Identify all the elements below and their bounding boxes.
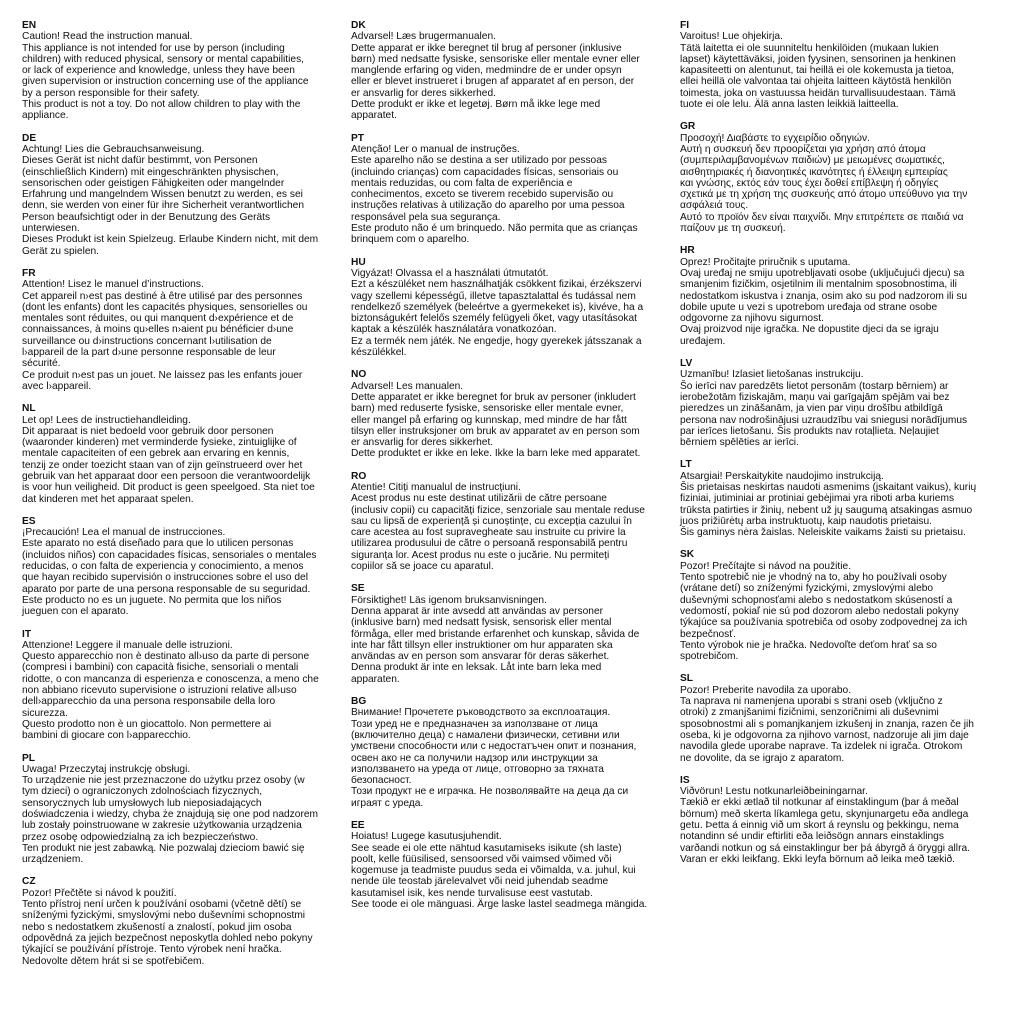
warning-text-line: Atentie! Citiți manualul de instrucțiuni. bbox=[351, 481, 521, 493]
warning-text-line: освен ако не са получили надзор или инструкции за bbox=[351, 752, 598, 764]
warning-text-line: σχετικά με τη χρήση της συσκευής από άτομο υπεύθυνο για την bbox=[680, 189, 968, 201]
warning-text-line: Varan er ekki leikfang. Ekki leyfa börnum að leika með tækið. bbox=[680, 853, 956, 865]
warning-text-line: Dette apparat er ikke beregnet til brug af personer (inklusive bbox=[351, 42, 622, 54]
warning-text-line: Ten produkt nie jest zabawką. Nie pozwalaj dzieciom bawić się bbox=[22, 842, 305, 854]
warning-text-line: Achtung! Lies die Gebrauchsanweisung. bbox=[22, 143, 205, 155]
warning-text-line: nebo s nedostatkem zkušeností a znalostí, pokud jim osoba bbox=[22, 921, 292, 933]
warning-text-line: Αυτό το προϊόν δεν είναι παιχνίδι. Μην επιτρέπετε σε παιδιά να bbox=[680, 211, 964, 223]
warning-text-line: getu. Þetta á einnig við um skort á reynslu og þekkingu, nema bbox=[680, 820, 959, 831]
warning-section-no bbox=[351, 369, 676, 459]
warning-text-line: kasutamisel isik, kes nende turvalisuse eest vastutab. bbox=[351, 887, 593, 899]
warning-text-line: Šis prietaisas neskirtas naudoti asmenims (įskaitant vaikus), kurių bbox=[680, 481, 977, 493]
warning-text-line: kaptak a készülék használatára vonatkozóan. bbox=[351, 324, 557, 336]
language-code: IT bbox=[22, 628, 32, 640]
warning-text-line: tenzij ze onder toezicht staan van of zijn geïnstrueerd over het bbox=[22, 459, 303, 471]
warning-text-line: fiziniai, jutiminiai ar protiniai gebėjimai yra riboti arba kuriems bbox=[680, 493, 955, 505]
warning-text-line: безопасност. bbox=[351, 775, 412, 787]
warning-text-line: mentales sont réduites, ou qui manquent d›expérience et de bbox=[22, 313, 294, 325]
warning-text-line: (incluindo crianças) com capacidades físicas, sensoriais ou bbox=[351, 166, 619, 178]
warning-text-line: copiilor să se joace cu aparatul. bbox=[351, 561, 494, 573]
warning-text-line: ασφάλειά τους. bbox=[680, 200, 749, 212]
warning-text-line: odgovorne za njihovu sigurnost. bbox=[680, 313, 824, 325]
warning-section-lv bbox=[680, 358, 1010, 448]
language-code: DE bbox=[22, 132, 37, 144]
warning-text-line: Pozor! Přečtěte si návod k použití. bbox=[22, 887, 177, 899]
warning-text-line: care acestea au fost supravegheate sau instruite cu privire la bbox=[351, 527, 626, 539]
warning-text-line: Ovaj uređaj ne smiju upotrebljavati osobe (uključujući djecu) sa bbox=[680, 267, 965, 279]
warning-text-line: tuote ei ole lelu. Älä anna lasten leikkiä laitteella. bbox=[680, 99, 899, 111]
warning-text-line: Dieses Produkt ist kein Spielzeug. Erlaube Kindern nicht, mit dem bbox=[22, 234, 319, 246]
warning-text-line: týkajúce sa používania spotrebiča od osoby zodpovednej za ich bbox=[680, 617, 968, 629]
warning-text-line: Vigyázat! Olvassa el a használati útmutatót. bbox=[351, 267, 549, 279]
language-code: HR bbox=[680, 245, 695, 257]
warning-text-line: rendelkező személyek (beleértve a gyermekeket is), kivéve, ha a bbox=[351, 301, 644, 313]
warning-text-line: nende üle teostab järelevalvet või neid juhendab seadme bbox=[351, 876, 609, 888]
warning-section-es bbox=[22, 516, 344, 618]
warning-text-line: Tento přístroj není určen k používání osobami (včetně dětí) se bbox=[22, 899, 302, 911]
warning-text-line: aparato por parte de una persona responsable de su seguridad. bbox=[22, 583, 311, 595]
warning-section-fi bbox=[680, 20, 1010, 110]
warning-text-line: otroki) z zmanjšanimi fizičnimi, senzoričnimi ali duševnimi bbox=[680, 707, 939, 719]
warning-text-line: Ez a termék nem játék. Ne engedje, hogy gyerekek játsszanak a bbox=[351, 335, 642, 347]
warning-section-pl bbox=[22, 753, 344, 866]
column-2 bbox=[351, 20, 676, 921]
language-code: CZ bbox=[22, 876, 36, 888]
warning-text-line: използването на уреда от лице, отговорно за тяхната bbox=[351, 763, 604, 775]
warning-text-line: er ansvarlig for deres sikkerhet. bbox=[351, 437, 494, 449]
warning-text-line: kapasiteetti on alentunut, tai heillä ei ole kokemusta ja tietoa, bbox=[680, 65, 955, 77]
warning-text-line: Šis gaminys nėra žaislas. Neleiskite vaikams žaisti su prietaisu. bbox=[680, 527, 966, 539]
warning-text-line: conhecimentos, exceto se tiverem recebido supervisão ou bbox=[351, 189, 614, 201]
warning-section-cz bbox=[22, 876, 344, 966]
warning-text-line: användas av en person som ansvarar för deras säkerhet. bbox=[351, 651, 610, 663]
warning-text-line: sau cu lipsă de experiență și cunoștințe, cu excepția cazului în bbox=[351, 515, 632, 527]
warning-text-line: Este produto não é um brinquedo. Não permita que as crianças bbox=[351, 223, 638, 235]
warning-text-line: mentale capaciteiten of een gebrek aan ervaring en kennis, bbox=[22, 448, 290, 460]
warning-text-line: eller mangel på erfaring og kunnskap, med mindre de har fått bbox=[351, 414, 627, 426]
warning-text-line: vagy szellemi képességű, illetve tapasztalattal és tudással nem bbox=[351, 290, 636, 302]
warning-text-line: persona nav nodrošinājusi uzraudzību vai sniegusi norādījumus bbox=[680, 414, 968, 426]
warning-text-line: (включително деца) с намалени физически, сетивни или bbox=[351, 729, 620, 741]
warning-text-line: jueguen con el aparato. bbox=[22, 606, 129, 618]
language-code: FI bbox=[680, 20, 690, 31]
warning-text-line: играят с уреда. bbox=[351, 797, 424, 809]
warning-text-line: navodila glede uporabe naprave. Ta izdelek ni igrača. Otrokom bbox=[680, 741, 963, 753]
language-code: ES bbox=[22, 515, 36, 527]
warning-text-line: Προσοχή! Διαβάστε το εγχειρίδιο οδηγιών. bbox=[680, 132, 870, 144]
warning-text-line: Dette apparatet er ikke beregnet for bruk av personer (inkludert bbox=[351, 391, 636, 403]
warning-text-line: by a person responsible for their safety. bbox=[22, 87, 200, 99]
warning-text-line: Hoiatus! Lugege kasutusjuhendit. bbox=[351, 831, 502, 843]
warning-text-line: varðandi notkun og sá einstaklingur ber þá ábyrgð á öryggi allra. bbox=[680, 842, 970, 854]
warning-text-line: börnum) með skerta líkamlega getu, skynjunargetu eða andlega bbox=[680, 808, 969, 820]
warning-text-line: or lack of experience and knowledge, unless they have been bbox=[22, 65, 295, 77]
warning-text-line: förmåga, eller med bristande erfarenhet och kunskap, såvida de bbox=[351, 628, 640, 640]
warning-text-line: sensorischen oder geistigen Fähigkeiten oder mangelnder bbox=[22, 177, 285, 189]
warning-text-line: l›appareil de la part d›une personne responsable de leur bbox=[22, 347, 276, 359]
warning-section-hu bbox=[351, 257, 676, 359]
warning-text-line: toimesta, joka on vastuussa heidän turvallisuudestaan. Tämä bbox=[680, 87, 956, 99]
warning-text-line: smanjenim fizičkim, osjetilnim ili mentalnim sposobnostima, ili bbox=[680, 279, 957, 291]
warning-text-line: is voor hun veiligheid. Dit product is geen speelgoed. Sta niet toe bbox=[22, 482, 315, 494]
warning-text-line: biztonságukért felelős személy felügyeli őket, vagy utasításokat bbox=[351, 313, 637, 325]
warning-text-line: reducidas, o con falta de experiencia y conocimiento, a menos bbox=[22, 561, 304, 573]
warning-section-hr bbox=[680, 245, 1010, 347]
warning-section-sk bbox=[680, 549, 1010, 662]
warning-text-line: Šo ierīci nav paredzēts lietot personām (tostarp bērniem) ar bbox=[680, 380, 949, 392]
warning-text-line: Försiktighet! Läs igenom bruksanvisningen. bbox=[351, 594, 547, 606]
warning-text-line: Viðvörun! Lestu notkunarleiðbeiningarnar. bbox=[680, 786, 868, 798]
warning-text-line: Este aparelho não se destina a ser utilizado por pessoas bbox=[351, 155, 607, 167]
warning-text-line: ellei heillä ole valvontaa tai ohjeita laitteen käytöstä henkilön bbox=[680, 76, 952, 88]
warning-text-line: αισθητηριακές ή διανοητικές ικανότητες ή έλλειψη εμπειρίας bbox=[680, 166, 948, 178]
warning-text-line: appliance. bbox=[22, 110, 69, 122]
warning-text-line: bērniem spēlēties ar ierīci. bbox=[680, 437, 799, 449]
warning-text-line: Este producto no es un juguete. No permita que los niños bbox=[22, 594, 282, 606]
warning-text-line: inte har fått tillsyn eller instruktioner om hur apparaten ska bbox=[351, 639, 613, 651]
warning-text-line: bambini di giocare con l›apparecchio. bbox=[22, 730, 191, 742]
language-code: PT bbox=[351, 132, 365, 144]
warning-text-line: lub zostały poinstruowane w zakresie użytkowania urządzenia bbox=[22, 820, 302, 832]
warning-text-line: apparaten. bbox=[351, 673, 400, 685]
warning-text-line: See seade ei ole ette nähtud kasutamiseks isikute (sh laste) bbox=[351, 842, 622, 854]
warning-text-line: juos prižiūrėtų arba instruktuotų, kaip naudotis prietaisu. bbox=[680, 515, 932, 527]
warning-text-line: brinquem com o aparelho. bbox=[351, 234, 470, 246]
warning-text-line: (vrátane detí) so zníženými fyzickými, zmyslovými alebo bbox=[680, 583, 934, 595]
language-code: SL bbox=[680, 673, 694, 685]
warning-text-line: Ezt a készüléket nem használhatják csökkent fizikai, érzékszervi bbox=[351, 279, 642, 291]
warning-section-ro bbox=[351, 471, 676, 573]
warning-text-line: ¡Precaución! Lea el manual de instrucciones. bbox=[22, 527, 226, 539]
warning-text-line: oseba, ki je odgovorna za njihovo varnost, nadzoruje ali jim daje bbox=[680, 729, 969, 741]
warning-section-ee bbox=[351, 820, 676, 910]
warning-text-line: (einschließlich Kindern) mit eingeschränkten physischen, bbox=[22, 166, 279, 178]
warning-text-line: Erfahrung und mangelndem Wissen benutzt zu werden, es sei bbox=[22, 189, 303, 201]
warning-text-line: Uwaga! Przeczytaj instrukcję obsługi. bbox=[22, 763, 191, 775]
warning-text-line: To urządzenie nie jest przeznaczone do użytku przez osoby (w bbox=[22, 775, 305, 787]
warning-text-line: Advarsel! Læs brugermanualen. bbox=[351, 31, 496, 43]
warning-text-line: er ansvarlig for deres sikkerhed. bbox=[351, 87, 496, 99]
warning-text-line: (inklusive barn) med nedsatt fysisk, sensorisk eller mental bbox=[351, 617, 612, 629]
warning-text-line: Denna produkt är inte en leksak. Låt inte barn leka med bbox=[351, 662, 602, 674]
warning-text-line: lapset) käytettäväksi, joiden fyysinen, sensorinen ja henkinen bbox=[680, 53, 956, 65]
warning-section-de bbox=[22, 133, 344, 257]
warning-text-line: Gerät zu spielen. bbox=[22, 245, 100, 257]
warning-text-line: Questo apparecchio non è destinato all›uso da parte di persone bbox=[22, 651, 310, 663]
warning-text-line: Acest produs nu este destinat utilizării de către persoane bbox=[351, 493, 607, 505]
warning-text-line: urządzeniem. bbox=[22, 854, 84, 866]
warning-text-line: par ierīces lietošanu. Šis produkts nav rotaļlieta. Neļaujiet bbox=[680, 425, 939, 437]
warning-section-en bbox=[22, 20, 344, 122]
warning-text-line: Denna apparat är inte avsedd att användas av personer bbox=[351, 605, 604, 617]
column-1 bbox=[22, 20, 344, 978]
warning-text-line: notandinn sé undir eftirliti eða leiðsögn annars einstaklings bbox=[680, 831, 944, 843]
warning-text-line: készülékkel. bbox=[351, 347, 407, 359]
warning-text-line: Dette produkt er ikke et legetøj. Børn må ikke lege med bbox=[351, 99, 601, 111]
language-code: IS bbox=[680, 774, 690, 786]
warning-section-se bbox=[351, 583, 676, 685]
warning-text-line: умствени способности или с недостатъчен опит и познания, bbox=[351, 741, 637, 753]
warning-text-line: sécurité. bbox=[22, 358, 61, 370]
warning-text-line: (compresi i bambini) con capacità fisiche, sensoriali o mentali bbox=[22, 662, 299, 674]
language-code: GR bbox=[680, 121, 696, 133]
warning-text-line: manglende erfaring og viden, medmindre de er under opsyn bbox=[351, 65, 622, 77]
warning-text-line: Pozor! Preberite navodila za uporabo. bbox=[680, 684, 852, 696]
warning-text-line: Tento výrobok nie je hračka. Nedovoľte deťom hrať sa so bbox=[680, 639, 937, 651]
warning-text-line: (inclusiv copii) cu capacități fizice, senzoriale sau mentale reduse bbox=[351, 504, 645, 516]
warning-text-line: doświadczenia i wiedzy, chyba że znajdują się one pod nadzorem bbox=[22, 809, 318, 820]
warning-text-line: Varoitus! Lue ohjekirja. bbox=[680, 31, 783, 43]
warning-text-line: Tækið er ekki ætlað til notkunar af einstaklingum (þar á meðal bbox=[680, 797, 959, 809]
warning-text-line: unterwiesen. bbox=[22, 223, 80, 235]
warning-text-line: kogemuse ja teadmiste puudus seda ei võimalda, v.a. juhul, kui bbox=[351, 865, 636, 877]
warning-text-line: Този продукт не е играчка. Не позволявайте на деца да си bbox=[351, 786, 629, 798]
warning-text-line: Nedovolte dětem hrát si se spotřebičem. bbox=[22, 955, 205, 967]
warning-text-line: gebruik van het apparaat door een persoon die verantwoordelijk bbox=[22, 470, 311, 482]
warning-text-line: eller er blevet instrueret i brugen af apparatet af en person, der bbox=[351, 76, 635, 88]
warning-text-line: ne dovolite, da se igrajo z aparatom. bbox=[680, 752, 845, 764]
warning-text-line: ridotte, o con mancanza di esperienza e conoscenza, a meno che bbox=[22, 673, 319, 685]
language-code: NO bbox=[351, 369, 367, 381]
warning-text-line: Cet appareil n›est pas destiné à être utilisé par des personnes bbox=[22, 290, 303, 302]
warning-text-line: Uzmanību! Izlasiet lietošanas instrukciju. bbox=[680, 369, 864, 381]
warning-text-line: Let op! Lees de instructiehandleiding. bbox=[22, 414, 191, 426]
warning-text-line: siguranța lor. Acest produs nu este o jucărie. Nu permiteți bbox=[351, 549, 610, 561]
warning-text-line: týkající se používání přístroje. Tento výrobek není hračka. bbox=[22, 944, 282, 956]
warning-section-gr bbox=[680, 121, 1010, 234]
warning-section-it bbox=[22, 629, 344, 742]
warning-text-line: que hayan recibido supervisión o instrucciones sobre el uso del bbox=[22, 572, 308, 584]
warning-text-line: dobile upute u vezi s upotrebom uređaja od strane osobe bbox=[680, 301, 938, 313]
warning-section-lt bbox=[680, 459, 1010, 538]
language-code: FR bbox=[22, 267, 36, 279]
warning-text-line: Attenzione! Leggere il manuale delle istruzioni. bbox=[22, 639, 233, 651]
warning-text-line: nedostatkom iskustva i znanja, osim ako su pod nadzorom ili su bbox=[680, 290, 968, 302]
warning-text-line: (waaronder kinderen) met verminderde fysieke, zintuiglijke of bbox=[22, 437, 297, 449]
warning-text-line: Ce produit n›est pas un jouet. Ne laissez pas les enfants jouer bbox=[22, 369, 303, 381]
warning-text-line: Този уред не е предназначен за използване от лица bbox=[351, 718, 598, 730]
language-code: HU bbox=[351, 256, 366, 268]
warning-text-line: connaissances, à moins qu›elles n›aient pu bénéficier d›une bbox=[22, 324, 294, 336]
warning-text-line: avec l›appareil. bbox=[22, 380, 92, 392]
language-code: RO bbox=[351, 470, 367, 482]
warning-text-line: przez osobę odpowiedzialną za ich bezpieczeństwo. bbox=[22, 831, 259, 843]
warning-text-line: Pozor! Prečítajte si návod na použitie. bbox=[680, 560, 852, 572]
warning-text-line: vedomostí, pokiaľ nie sú pod dozorom alebo nedostali pokyny bbox=[680, 605, 959, 617]
warning-text-line: Attention! Lisez le manuel d’instructions. bbox=[22, 279, 204, 291]
warning-text-line: instruções relativas à utilização do aparelho por uma pessoa bbox=[351, 200, 625, 212]
warning-text-line: bezpečnosť. bbox=[680, 628, 736, 640]
warning-text-line: børn) med nedsatte fysiske, sensoriske eller mentale evner eller bbox=[351, 53, 640, 65]
warning-text-line: Tätä laitetta ei ole suunniteltu henkilöiden (mukaan lukien bbox=[680, 42, 939, 54]
warning-text-line: ierobežotām fiziskajām, maņu vai garīgajām spējām vai bez bbox=[680, 391, 950, 403]
warning-text-line: denn, sie werden von einer für ihre Sicherheit verantwortlichen bbox=[22, 200, 305, 212]
language-code: EN bbox=[22, 20, 37, 31]
warning-text-line: barn) med reduserte fysiske, sensoriske eller mentale evner, bbox=[351, 403, 624, 415]
warning-text-line: Questo prodotto non è un giocattolo. Non permettere ai bbox=[22, 718, 272, 730]
warning-text-line: poolt, kelle füüsilised, sensoorsed või vaimsed võimed või bbox=[351, 853, 612, 865]
warning-text-line: Atenção! Ler o manual de instruções. bbox=[351, 143, 520, 155]
warning-text-line: Ovaj proizvod nije igračka. Ne dopustite djeci da se igraju bbox=[680, 324, 939, 336]
warning-text-line: given supervision or instruction concerning use of the appliance bbox=[22, 76, 309, 88]
warning-text-line: παίζουν με τη συσκευή. bbox=[680, 223, 786, 235]
language-code: BG bbox=[351, 696, 367, 708]
warning-section-is bbox=[680, 775, 1010, 865]
warning-text-line: responsável pela sua segurança. bbox=[351, 211, 501, 223]
warning-text-line: sicurezza. bbox=[22, 707, 68, 719]
language-code: PL bbox=[22, 752, 36, 764]
warning-text-line: mentais reduzidas, ou com falta de experiência e bbox=[351, 177, 573, 189]
warning-text-line: odpovědná za jejich bezpečnost neposkytla dohled nebo pokyny bbox=[22, 932, 313, 944]
warning-text-line: sposobnostmi ali s pomanjkanjem izkušenj in znanja, razen če jih bbox=[680, 718, 974, 730]
warning-text-line: Αυτή η συσκευή δεν προορίζεται για χρήση από άτομα bbox=[680, 143, 926, 155]
warning-text-line: Dieses Gerät ist nicht dafür bestimmt, von Personen bbox=[22, 155, 258, 167]
language-code: EE bbox=[351, 820, 365, 831]
warning-text-line: sensorycznych lub umysłowych lub nieposiadających bbox=[22, 797, 262, 809]
warning-text-line: trūksta patirties ir žinių, nebent už jų saugumą atsakingas asmuo bbox=[680, 504, 973, 516]
warning-text-line: Atsargiai! Perskaitykite naudojimo instrukciją. bbox=[680, 470, 884, 482]
warning-text-line: spotrebičom. bbox=[680, 651, 739, 663]
warning-text-line: Tento spotrebič nie je vhodný na to, aby ho používali osoby bbox=[680, 572, 947, 584]
warning-text-line: Advarsel! Les manualen. bbox=[351, 380, 464, 392]
warning-section-bg bbox=[351, 696, 676, 809]
warning-text-line: non abbiano ricevuto supervisione o istruzioni relative all›uso bbox=[22, 685, 297, 697]
warning-text-line: dell›apparecchio da una persona responsabile della loro bbox=[22, 696, 276, 708]
language-code: SK bbox=[680, 549, 695, 561]
warning-text-line: See toode ei ole mänguasi. Ärge laske lastel seadmega mängida. bbox=[351, 899, 648, 911]
warning-section-nl bbox=[22, 403, 344, 505]
warning-text-line: children) with reduced physical, sensory or mental capabilities, bbox=[22, 53, 304, 65]
warning-text-line: Dit apparaat is niet bedoeld voor gebruik door personen bbox=[22, 425, 274, 437]
column-3 bbox=[680, 20, 1010, 876]
warning-text-line: Person beaufsichtigt oder in der Benutzung des Geräts bbox=[22, 211, 271, 223]
warning-text-line: uređajem. bbox=[680, 335, 726, 347]
warning-text-line: surveillance ou d›instructions concernant l›utilisation de bbox=[22, 335, 272, 347]
warning-text-line: Caution! Read the instruction manual. bbox=[22, 31, 193, 43]
language-code: DK bbox=[351, 20, 366, 31]
warning-text-line: (συμπεριλαμβανομένων παιδιών) με μειωμένες σωματικές, bbox=[680, 155, 945, 167]
warning-text-line: και γνώσης, εκτός εάν τους έχει δοθεί επίβλεψη ή οδηγίες bbox=[680, 177, 939, 189]
warning-text-line: tym dzieci) o ograniczonych zdolnościach fizycznych, bbox=[22, 786, 263, 798]
warning-section-sl bbox=[680, 673, 1010, 763]
warning-section-fr bbox=[22, 268, 344, 392]
warning-text-line: utilizarea produsului de către o persoană responsabilă pentru bbox=[351, 538, 628, 550]
warning-text-line: pieredzes un zināšanām, ja vien par viņu drošību atbildīgā bbox=[680, 403, 943, 415]
warning-text-line: Dette produktet er ikke en leke. Ikke la barn leke med apparatet. bbox=[351, 448, 641, 460]
warning-text-line: (dont les enfants) dont les capacités physiques, sensorielles ou bbox=[22, 301, 308, 313]
warning-text-line: This product is not a toy. Do not allow children to play with the bbox=[22, 99, 301, 111]
warning-text-line: dat kinderen met het apparaat spelen. bbox=[22, 493, 194, 505]
language-code: LT bbox=[680, 459, 692, 471]
warning-text-line: duševnými schopnosťami alebo s nedostatkom skúseností a bbox=[680, 594, 953, 606]
warning-text-line: apparatet. bbox=[351, 110, 397, 122]
warning-text-line: sníženými fyzickými, smyslovými nebo duševními schopnostmi bbox=[22, 910, 306, 922]
warning-text-line: Este aparato no está diseñado para que lo utilicen personas bbox=[22, 538, 294, 550]
warning-text-line: tilsyn eller instruksjoner om bruk av apparatet av en person som bbox=[351, 425, 640, 437]
warning-text-line: This appliance is not intended for use by person (including bbox=[22, 42, 285, 54]
language-code: SE bbox=[351, 583, 365, 595]
warning-text-line: Внимание! Прочетете ръководството за експлоатация. bbox=[351, 707, 611, 719]
warning-section-pt bbox=[351, 133, 676, 246]
language-code: LV bbox=[680, 358, 693, 370]
language-code: NL bbox=[22, 403, 36, 415]
warning-section-dk bbox=[351, 20, 676, 122]
warning-text-line: (incluidos niños) con capacidades físicas, sensoriales o mentales bbox=[22, 549, 317, 561]
warning-text-line: Oprez! Pročitajte priručnik s uputama. bbox=[680, 256, 851, 268]
warning-text-line: Ta naprava ni namenjena uporabi s strani oseb (vključno z bbox=[680, 696, 943, 708]
